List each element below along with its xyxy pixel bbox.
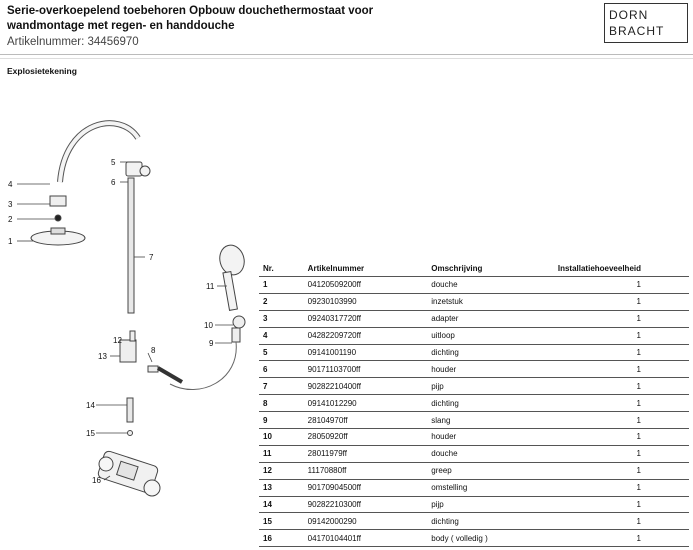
table-row <box>259 479 689 496</box>
cell-quantity: 1 <box>554 412 689 429</box>
cell-nr: 13 <box>259 479 304 496</box>
cell-nr: 15 <box>259 513 304 530</box>
cell-quantity: 1 <box>554 429 689 446</box>
cell-quantity: 1 <box>554 327 689 344</box>
cell-artikelnummer: 28011979ff <box>304 445 428 462</box>
cell-artikelnummer: 09240317720ff <box>304 310 428 327</box>
cell-quantity: 1 <box>554 361 689 378</box>
callout-10: 10 <box>204 321 213 330</box>
cell-artikelnummer: 90282210400ff <box>304 378 428 395</box>
drawing-callouts <box>8 158 215 485</box>
cell-omschrijving: uitloop <box>427 327 554 344</box>
cell-quantity: 1 <box>554 395 689 412</box>
title-line-2: wandmontage met regen- en handdouche <box>7 20 235 32</box>
callout-6: 6 <box>111 178 116 187</box>
table-row <box>259 293 689 310</box>
logo-line-1: DORN <box>609 8 649 22</box>
cell-artikelnummer: 90171103700ff <box>304 361 428 378</box>
callout-4: 4 <box>8 180 13 189</box>
callout-3: 3 <box>8 200 13 209</box>
cell-artikelnummer: 28050920ff <box>304 429 428 446</box>
cell-omschrijving: dichting <box>427 344 554 361</box>
table-row <box>259 412 689 429</box>
cell-nr: 16 <box>259 530 304 547</box>
cell-quantity: 1 <box>554 310 689 327</box>
cell-omschrijving: houder <box>427 361 554 378</box>
article-number: Artikelnummer: 34456970 <box>7 36 139 48</box>
cell-omschrijving: dichting <box>427 513 554 530</box>
cell-omschrijving: inzetstuk <box>427 293 554 310</box>
cell-artikelnummer: 09230103990 <box>304 293 428 310</box>
cell-artikelnummer: 04170104401ff <box>304 530 428 547</box>
table-row <box>259 361 689 378</box>
cell-omschrijving: douche <box>427 445 554 462</box>
cell-quantity: 1 <box>554 513 689 530</box>
table-row <box>259 445 689 462</box>
section-title: Explosietekening <box>7 66 77 76</box>
callout-2: 2 <box>8 215 13 224</box>
cell-nr: 9 <box>259 412 304 429</box>
cell-omschrijving: dichting <box>427 395 554 412</box>
cell-omschrijving: houder <box>427 429 554 446</box>
callout-5: 5 <box>111 158 116 167</box>
title-line-1: Serie-overkoepelend toebehoren Opbouw douchethermostaat voor <box>7 5 374 17</box>
callout-7: 7 <box>149 253 154 262</box>
cell-nr: 7 <box>259 378 304 395</box>
column-header-nr: Nr. <box>259 260 304 277</box>
table-row <box>259 530 689 547</box>
table-row <box>259 462 689 479</box>
table-row <box>259 378 689 395</box>
table-row <box>259 513 689 530</box>
cell-omschrijving: slang <box>427 412 554 429</box>
callout-11: 11 <box>206 282 215 291</box>
cell-quantity: 1 <box>554 378 689 395</box>
cell-artikelnummer: 90170904500ff <box>304 479 428 496</box>
cell-artikelnummer: 28104970ff <box>304 412 428 429</box>
cell-quantity: 1 <box>554 462 689 479</box>
logo-line-2: BRACHT <box>609 24 665 38</box>
cell-omschrijving: douche <box>427 277 554 294</box>
table-row <box>259 277 689 294</box>
cell-nr: 10 <box>259 429 304 446</box>
cell-omschrijving: adapter <box>427 310 554 327</box>
callout-1: 1 <box>8 237 13 246</box>
cell-nr: 12 <box>259 462 304 479</box>
cell-omschrijving: omstelling <box>427 479 554 496</box>
cell-omschrijving: pijp <box>427 496 554 513</box>
cell-nr: 6 <box>259 361 304 378</box>
cell-nr: 8 <box>259 395 304 412</box>
cell-quantity: 1 <box>554 496 689 513</box>
cell-nr: 11 <box>259 445 304 462</box>
header-divider-secondary <box>0 58 693 59</box>
cell-quantity: 1 <box>554 530 689 547</box>
cell-artikelnummer: 09141012290 <box>304 395 428 412</box>
table-row <box>259 429 689 446</box>
brand-logo <box>604 3 688 43</box>
callout-8: 8 <box>151 346 156 355</box>
callout-14: 14 <box>86 401 95 410</box>
callout-12: 12 <box>113 336 122 345</box>
cell-quantity: 1 <box>554 293 689 310</box>
table-row <box>259 395 689 412</box>
cell-artikelnummer: 11170880ff <box>304 462 428 479</box>
cell-omschrijving: body ( volledig ) <box>427 530 554 547</box>
callout-16: 16 <box>92 476 101 485</box>
cell-artikelnummer: 90282210300ff <box>304 496 428 513</box>
parts-table <box>259 260 689 547</box>
callout-13: 13 <box>98 352 107 361</box>
cell-quantity: 1 <box>554 479 689 496</box>
cell-quantity: 1 <box>554 277 689 294</box>
column-header-installatiehoeveelheid: Installatiehoeveelheid <box>554 260 689 277</box>
exploded-view-drawing <box>0 100 259 550</box>
cell-nr: 2 <box>259 293 304 310</box>
table-header-row <box>259 260 689 277</box>
header-divider <box>0 54 693 55</box>
cell-omschrijving: greep <box>427 462 554 479</box>
cell-omschrijving: pijp <box>427 378 554 395</box>
document-title <box>7 4 407 34</box>
column-header-omschrijving: Omschrijving <box>427 260 554 277</box>
column-header-artikelnummer: Artikelnummer <box>304 260 428 277</box>
cell-nr: 3 <box>259 310 304 327</box>
cell-quantity: 1 <box>554 445 689 462</box>
cell-nr: 5 <box>259 344 304 361</box>
cell-nr: 1 <box>259 277 304 294</box>
cell-nr: 4 <box>259 327 304 344</box>
cell-quantity: 1 <box>554 344 689 361</box>
callout-9: 9 <box>209 339 214 348</box>
cell-artikelnummer: 09142000290 <box>304 513 428 530</box>
cell-artikelnummer: 04282209720ff <box>304 327 428 344</box>
table-row <box>259 310 689 327</box>
cell-nr: 14 <box>259 496 304 513</box>
cell-artikelnummer: 09141001190 <box>304 344 428 361</box>
cell-artikelnummer: 04120509200ff <box>304 277 428 294</box>
callout-15: 15 <box>86 429 95 438</box>
table-row <box>259 344 689 361</box>
table-row <box>259 327 689 344</box>
table-row <box>259 496 689 513</box>
